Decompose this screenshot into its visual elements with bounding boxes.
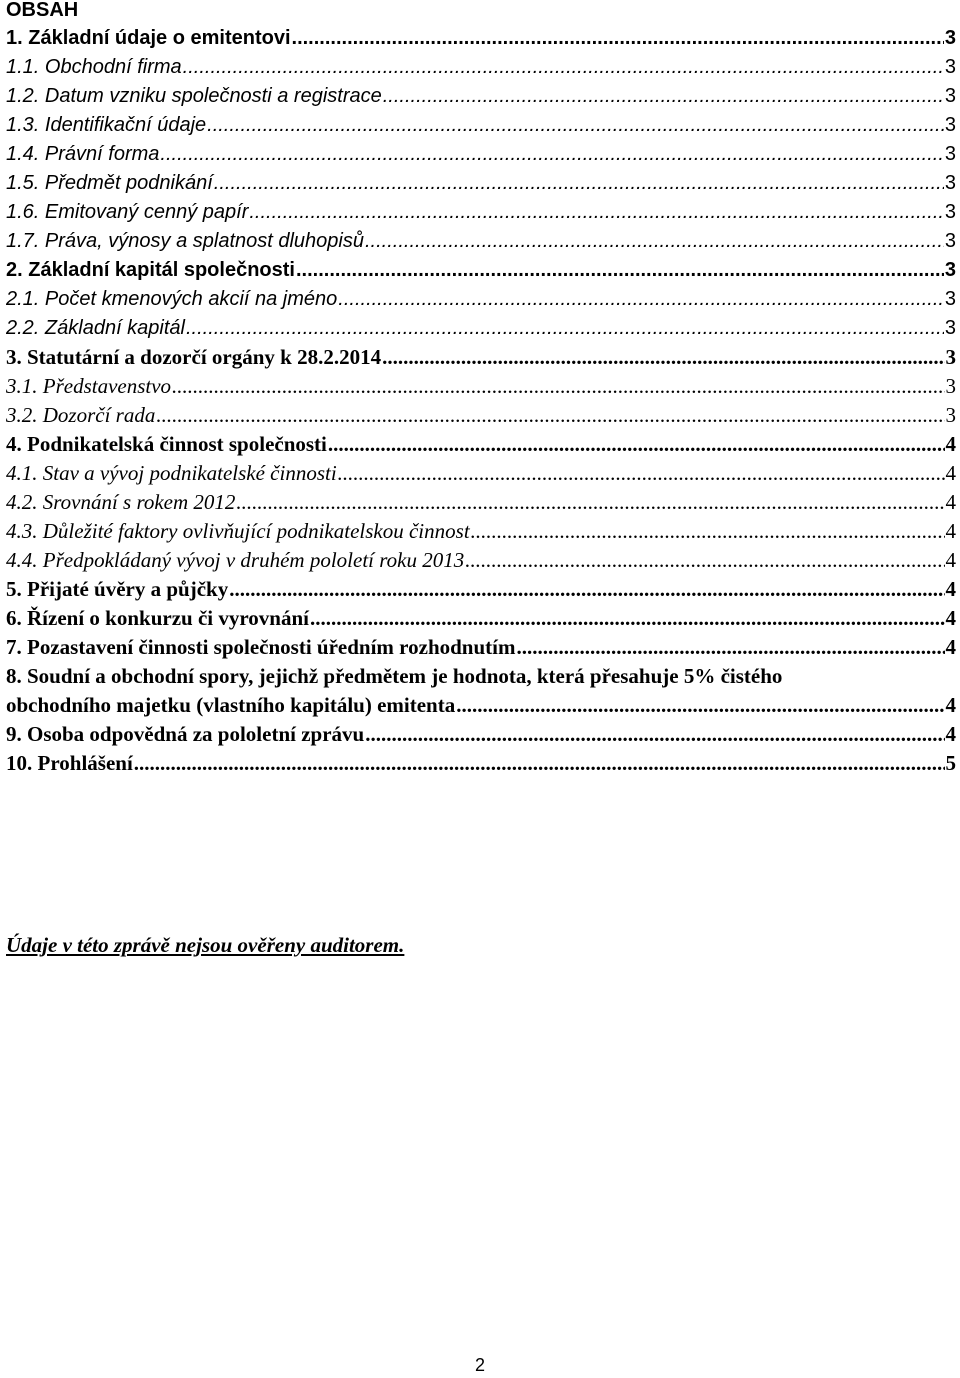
toc-entry[interactable] <box>6 459 956 488</box>
toc-dot-leader <box>229 575 944 604</box>
toc-entry[interactable] <box>6 488 956 517</box>
toc-entry[interactable] <box>6 198 956 227</box>
toc-entry[interactable] <box>6 691 956 720</box>
toc-entry-label: 3. Statutární a dozorčí orgány k 28.2.2014 <box>6 345 382 369</box>
toc-entry-label: 2.1. Počet kmenových akcií na jméno <box>6 288 338 310</box>
toc-entry[interactable] <box>6 575 956 604</box>
toc-entry-page: 3 <box>944 259 956 281</box>
toc-dot-leader <box>160 140 943 169</box>
toc-entry-label: 9. Osoba odpovědná za pololetní zprávu <box>6 722 365 746</box>
toc-dot-leader <box>338 459 945 488</box>
toc-entry[interactable] <box>6 633 956 662</box>
toc-entry[interactable] <box>6 53 956 82</box>
toc-dot-leader <box>338 285 944 314</box>
toc-entry-label: 5. Přijaté úvěry a půjčky <box>6 577 229 601</box>
toc-entry-page: 4 <box>945 432 956 456</box>
toc-entry-page: 3 <box>944 27 956 49</box>
toc-entry[interactable] <box>6 227 956 256</box>
toc-entry-label: 1.1. Obchodní firma <box>6 56 182 78</box>
toc-entry-page: 4 <box>945 635 956 659</box>
toc-entry[interactable] <box>6 111 956 140</box>
toc-entry-label: 7. Pozastavení činnosti společnosti úředním rozhodnutím <box>6 635 516 659</box>
page-number: 2 <box>474 1355 485 1375</box>
toc-entry-page: 4 <box>945 519 956 543</box>
toc-entry-page: 3 <box>944 317 956 339</box>
toc-dot-leader <box>172 372 944 401</box>
toc-dot-leader <box>383 82 944 111</box>
toc-entry-label: 4.3. Důležité faktory ovlivňující podnikatelskou činnost <box>6 519 470 543</box>
toc-entry-label: 1.4. Právní forma <box>6 143 160 165</box>
toc-entry-label: 1. Základní údaje o emitentovi <box>6 27 291 49</box>
toc-entry-page: 4 <box>945 606 956 630</box>
toc-entry-label: 4. Podnikatelská činnost společnosti <box>6 432 327 456</box>
toc-dot-leader <box>249 198 944 227</box>
toc-dot-leader <box>156 401 944 430</box>
toc-entry[interactable] <box>6 285 956 314</box>
toc-entry-page: 4 <box>945 722 956 746</box>
toc-entry[interactable] <box>6 749 956 778</box>
toc-entry-page: 3 <box>944 172 956 194</box>
toc-entry-label: 1.5. Předmět podnikání <box>6 172 213 194</box>
toc-entry-page: 3 <box>945 403 956 427</box>
toc-dot-leader <box>465 546 944 575</box>
toc-dot-leader <box>516 633 944 662</box>
toc-entry[interactable] <box>6 720 956 749</box>
toc-entry-page: 3 <box>944 56 956 78</box>
toc-entry-page: 3 <box>944 230 956 252</box>
toc-entry-label: 6. Řízení o konkurzu či vyrovnání <box>6 606 309 630</box>
toc-entry-page: 5 <box>945 751 956 775</box>
toc-entry[interactable] <box>6 517 956 546</box>
toc-entry[interactable] <box>6 604 956 633</box>
toc-dot-leader <box>186 314 944 343</box>
toc-entry-page: 3 <box>944 201 956 223</box>
audit-notice: Údaje v této zprávě nejsou ověřeny auditorem. <box>6 933 405 957</box>
toc-entry-label: 4.1. Stav a vývoj podnikatelské činnosti <box>6 461 337 485</box>
toc-entry[interactable] <box>6 256 956 285</box>
toc-entry-label: 4.2. Srovnání s rokem 2012 <box>6 490 236 514</box>
toc-entry-page: 3 <box>944 143 956 165</box>
toc-entry-page: 3 <box>944 288 956 310</box>
toc-entry[interactable] <box>6 343 956 372</box>
toc-dot-leader <box>365 720 944 749</box>
toc-entry-page: 3 <box>945 345 956 369</box>
toc-entry[interactable] <box>6 430 956 459</box>
toc-dot-leader <box>134 749 945 778</box>
toc-entry-label: obchodního majetku (vlastního kapitálu) emitenta <box>6 693 456 717</box>
toc-dot-leader <box>471 517 945 546</box>
toc-dot-leader <box>365 227 944 256</box>
toc-dot-leader <box>183 53 944 82</box>
toc-dot-leader <box>296 256 944 285</box>
toc-dot-leader <box>214 169 944 198</box>
toc-entry[interactable] <box>6 401 956 430</box>
toc-entry-label: 2.2. Základní kapitál <box>6 317 185 339</box>
toc-entry[interactable] <box>6 546 956 575</box>
toc-dot-leader <box>456 691 944 720</box>
toc-dot-leader <box>382 343 944 372</box>
page-title: OBSAH <box>6 0 79 21</box>
toc-entry-page: 4 <box>945 548 956 572</box>
toc-entry-page: 4 <box>945 461 956 485</box>
toc-entry-label: 1.7. Práva, výnosy a splatnost dluhopisů <box>6 230 364 252</box>
toc-entry-line[interactable]: 8. Soudní a obchodní spory, jejichž předmětem je hodnota, která přesahuje 5% čistého <box>6 664 783 688</box>
toc-entry-label: 10. Prohlášení <box>6 751 133 775</box>
toc-entry[interactable] <box>6 169 956 198</box>
toc-entry[interactable] <box>6 314 956 343</box>
toc-entry-label: 1.2. Datum vzniku společnosti a registrace <box>6 85 382 107</box>
toc-dot-leader <box>292 24 944 53</box>
toc-entry-label: 1.6. Emitovaný cenný papír <box>6 201 249 223</box>
toc-dot-leader <box>310 604 945 633</box>
toc-entry[interactable] <box>6 140 956 169</box>
toc-dot-leader <box>328 430 945 459</box>
toc-dot-leader <box>236 488 944 517</box>
toc-entry-page: 4 <box>945 577 956 601</box>
toc-entry[interactable] <box>6 24 956 53</box>
toc-entry-page: 4 <box>945 490 956 514</box>
toc-entry-page: 3 <box>945 374 956 398</box>
toc-entry-label: 4.4. Předpokládaný vývoj v druhém pololetí roku 2013 <box>6 548 465 572</box>
toc-dot-leader <box>207 111 944 140</box>
toc-entry-page: 3 <box>944 85 956 107</box>
toc-entry-label: 3.2. Dozorčí rada <box>6 403 156 427</box>
toc-entry-label: 2. Základní kapitál společnosti <box>6 259 295 281</box>
toc-entry-label: 1.3. Identifikační údaje <box>6 114 207 136</box>
toc-entry-label: 3.1. Představenstvo <box>6 374 172 398</box>
table-of-contents <box>6 24 956 778</box>
toc-entry-page: 3 <box>944 114 956 136</box>
toc-entry[interactable] <box>6 372 956 401</box>
toc-entry-page: 4 <box>945 693 956 717</box>
toc-entry[interactable] <box>6 82 956 111</box>
